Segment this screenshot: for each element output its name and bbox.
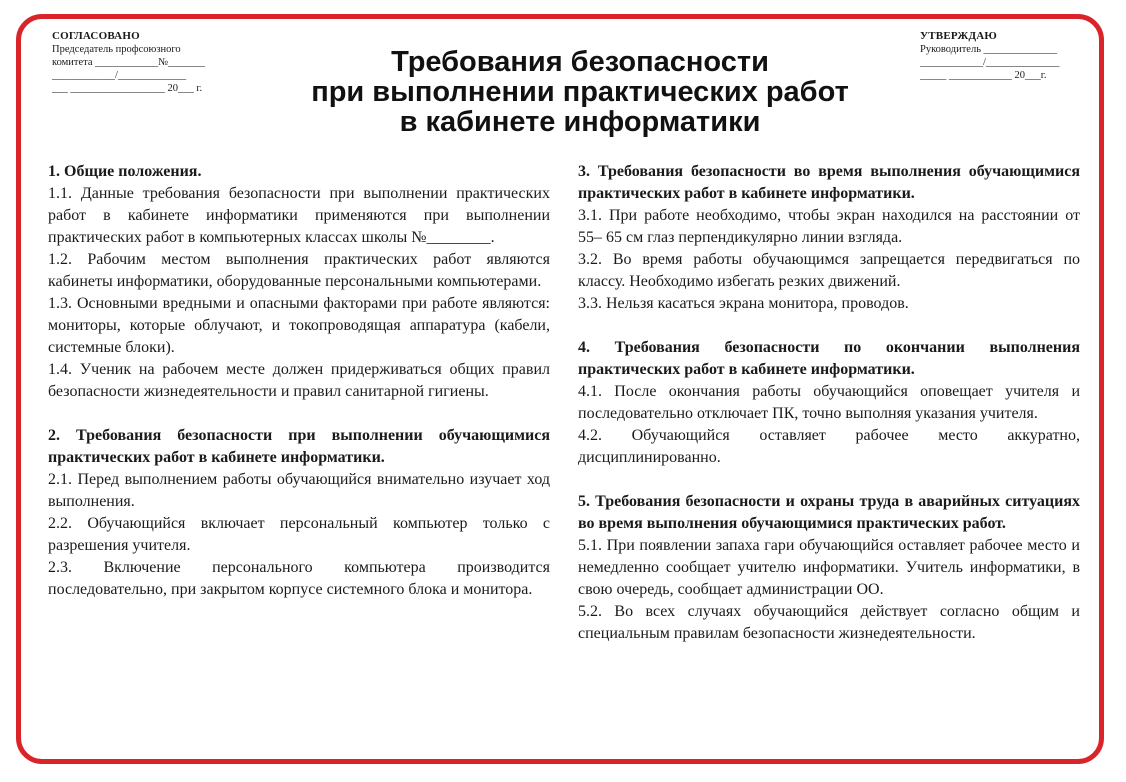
- right-column: [578, 161, 1080, 645]
- approved-line: комитета ____________№_______: [52, 57, 205, 68]
- paragraph: 4.2. Обучающийся оставляет рабочее место аккуратно, дисциплинированно.: [578, 427, 1080, 466]
- paragraph: 1.1. Данные требования безопасности при выполнении практических работ в кабинете информатики применяются при выполнении практических работ в компьютерных классах школы №________.: [48, 185, 550, 246]
- confirm-line: ____________/______________: [920, 57, 1060, 68]
- section-gap: [578, 469, 1080, 491]
- confirm-block: [920, 30, 1095, 82]
- title-line: в кабинете информатики: [399, 106, 761, 138]
- paragraph: 2.2. Обучающийся включает персональный компьютер только с разрешения учителя.: [48, 515, 550, 554]
- approved-line: ____________/_____________: [52, 70, 187, 81]
- title-line: Требования безопасности: [391, 46, 769, 78]
- section-gap: [48, 403, 550, 425]
- section-gap: [578, 315, 1080, 337]
- approved-line: ___ __________________ 20___ г.: [52, 83, 203, 94]
- section-title: 5. Требования безопасности и охраны труда в аварийных ситуациях во время выполнения обучающимися практических работ.: [578, 493, 1080, 532]
- paragraph: 3.3. Нельзя касаться экрана монитора, проводов.: [578, 295, 909, 312]
- paragraph: 2.3. Включение персонального компьютера производится последовательно, при закрытом корпусе системного блока и монитора.: [48, 559, 550, 598]
- left-column: [48, 161, 550, 601]
- confirm-line: Руководитель ______________: [920, 44, 1058, 55]
- section-title: 3. Требования безопасности во время выполнения обучающимися практических работ в кабинете информатики.: [578, 163, 1080, 202]
- paragraph: 5.2. Во всех случаях обучающийся действует согласно общим и специальным правилам безопасности жизнедеятельности.: [578, 603, 1080, 642]
- section-2: [48, 425, 550, 601]
- title-line: при выполнении практических работ: [311, 76, 849, 108]
- section-title: 1. Общие положения.: [48, 163, 202, 180]
- section-1: [48, 161, 550, 403]
- paragraph: 1.3. Основными вредными и опасными факторами при работе являются: мониторы, которые облучают, и токопроводящая аппаратура (кабели, системные блоки).: [48, 295, 550, 356]
- paragraph: 3.2. Во время работы обучающимся запрещается передвигаться по классу. Необходимо избегать резких движений.: [578, 251, 1080, 290]
- approved-block: [52, 30, 252, 95]
- paragraph: 5.1. При появлении запаха гари обучающийся оставляет рабочее место и немедленно сообщает учителю информатики. Учитель информатики, в свою очередь, сообщает администрации ОО.: [578, 537, 1080, 598]
- paragraph: 4.1. После окончания работы обучающийся оповещает учителя и последовательно отключает ПК, точно выполняя указания учителя.: [578, 383, 1080, 422]
- document-title: [260, 47, 900, 137]
- confirm-heading: УТВЕРЖДАЮ: [920, 30, 997, 42]
- section-4: [578, 337, 1080, 469]
- paragraph: 1.2. Рабочим местом выполнения практических работ являются кабинеты информатики, оборудованные персональными компьютерами.: [48, 251, 550, 290]
- section-title: 4. Требования безопасности по окончании выполнения практических работ в кабинете информатики.: [578, 339, 1080, 378]
- section-3: [578, 161, 1080, 315]
- paragraph: 1.4. Ученик на рабочем месте должен придерживаться общих правил безопасности жизнедеятельности и правил санитарной гигиены.: [48, 361, 550, 400]
- section-title: 2. Требования безопасности при выполнении обучающимися практических работ в кабинете информатики.: [48, 427, 550, 466]
- approved-heading: СОГЛАСОВАНО: [52, 30, 140, 42]
- section-5: [578, 491, 1080, 645]
- paragraph: 2.1. Перед выполнением работы обучающийся внимательно изучает ход выполнения.: [48, 471, 550, 510]
- confirm-line: _____ ____________ 20___г.: [920, 70, 1047, 81]
- approved-line: Председатель профсоюзного: [52, 44, 181, 55]
- paragraph: 3.1. При работе необходимо, чтобы экран находился на расстоянии от 55– 65 см глаз перпендикулярно линии взгляда.: [578, 207, 1080, 246]
